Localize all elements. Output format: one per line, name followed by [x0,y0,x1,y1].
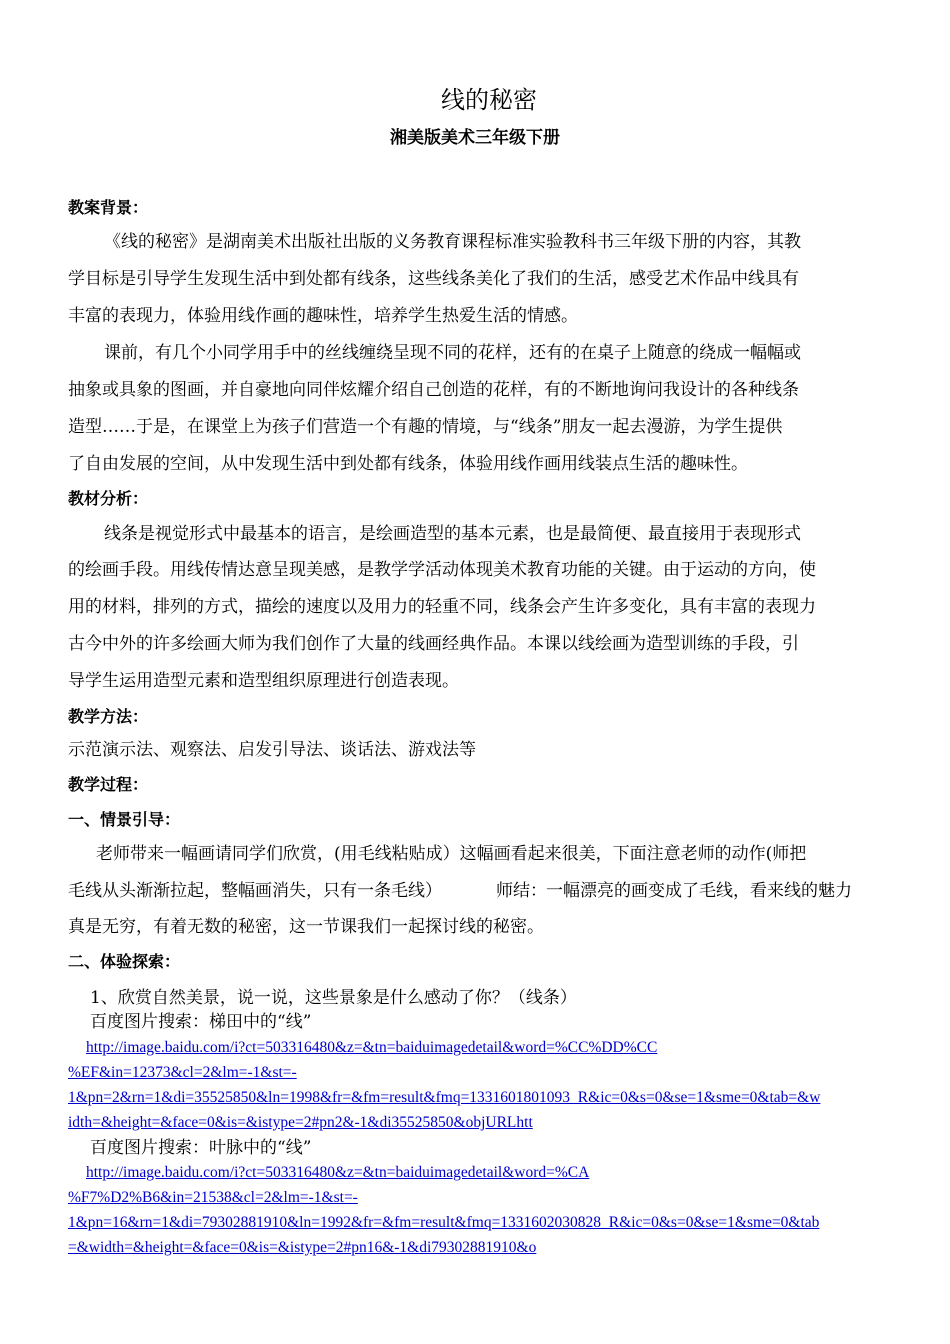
analysis-line: 线条是视觉形式中最基本的语言，是绘画造型的基本元素，也是最简便、最直接用于表现形式 [104,524,801,544]
background-line: 《线的秘密》是湖南美术出版社出版的义务教育课程标准实验教科书三年级下册的内容，其教 [104,232,801,252]
step1-line: 一幅漂亮的画变成了毛线，看来线的魅力 [546,881,852,901]
section-heading-methods: 教学方法： [68,707,149,726]
baidu-image-link[interactable]: http://image.baidu.com/i?ct=503316480&z=&tn=baiduimagedetail&word=%CA [86,1164,590,1181]
section-heading-process: 教学过程： [68,775,149,794]
background-line: 了自由发展的空间，从中发现生活中到处都有线条，体验用线作画用线装点生活的趣味性。 [68,454,748,474]
page-subtitle: 湘美版美术三年级下册 [390,128,560,148]
background-line: 抽象或具象的图画，并自豪地向同伴炫耀介绍自己创造的花样，有的不断地询问我设计的各种线条 [68,380,799,400]
step1-line: 毛线从头渐渐拉起，整幅画消失，只有一条毛线） [68,881,442,901]
analysis-line: 用的材料，排列的方式，描绘的速度以及用力的轻重不同，线条会产生许多变化，具有丰富的表现力 [68,597,816,617]
section-heading-analysis: 教材分析： [68,489,149,508]
analysis-line: 古今中外的许多绘画大师为我们创作了大量的线画经典作品。本课以线绘画为造型训练的手段，引 [68,634,799,654]
methods-text: 示范演示法、观察法、启发引导法、谈话法、游戏法等 [68,740,476,760]
baidu-image-link[interactable]: %F7%D2%B6&in=21538&cl=2&lm=-1&st=- [68,1189,358,1206]
background-line: 丰富的表现力，体验用线作画的趣味性，培养学生热爱生活的情感。 [68,306,578,326]
step1-teacher-summary-label: 师结： [496,881,547,901]
section-heading-step2: 二、体验探索： [68,952,181,971]
baidu-image-link[interactable]: http://image.baidu.com/i?ct=503316480&z=&tn=baiduimagedetail&word=%CC%DD%CC [86,1039,658,1056]
baidu-image-link[interactable]: idth=&height=&face=0&is=&istype=2#pn2&-1&di35525850&objURLhtt [68,1114,533,1131]
baidu-image-link[interactable]: %EF&in=12373&cl=2&lm=-1&st=- [68,1064,297,1081]
search-label: 百度图片搜索：梯田中的“线” [90,1012,312,1032]
section-heading-step1: 一、情景引导： [68,810,181,829]
section-heading-background: 教案背景： [68,198,149,217]
page-title: 线的秘密 [441,86,537,114]
baidu-image-link[interactable]: =&width=&height=&face=0&is=&istype=2#pn16&-1&di79302881910&o [68,1239,537,1256]
baidu-image-link[interactable]: 1&pn=2&rn=1&di=35525850&ln=1998&fr=&fm=result&fmq=1331601801093_R&ic=0&s=0&se=1&sme=0&tab=&w [68,1089,821,1106]
baidu-image-link[interactable]: 1&pn=16&rn=1&di=79302881910&ln=1992&fr=&fm=result&fmq=1331602030828_R&ic=0&s=0&se=1&sme=0&tab [68,1214,820,1231]
step2-item: 1、欣赏自然美景，说一说，这些景象是什么感动了你？（线条） [90,988,577,1008]
search-label: 百度图片搜索：叶脉中的“线” [90,1138,312,1158]
analysis-line: 导学生运用造型元素和造型组织原理进行创造表现。 [68,671,459,691]
step1-line: 真是无穷，有着无数的秘密，这一节课我们一起探讨线的秘密。 [68,917,544,937]
step1-line: 老师带来一幅画请同学们欣赏，(用毛线粘贴成）这幅画看起来很美，下面注意老师的动作(师把 [96,844,807,864]
background-line: 学目标是引导学生发现生活中到处都有线条，这些线条美化了我们的生活，感受艺术作品中线具有 [68,269,799,289]
analysis-line: 的绘画手段。用线传情达意呈现美感，是教学学活动体现美术教育功能的关键。由于运动的方向，使 [68,560,816,580]
background-line: 课前，有几个小同学用手中的丝线缠绕呈现不同的花样，还有的在桌子上随意的绕成一幅幅或 [104,343,801,363]
background-line: 造型……于是，在课堂上为孩子们营造一个有趣的情境，与“线条”朋友一起去漫游，为学生提供 [68,417,783,437]
